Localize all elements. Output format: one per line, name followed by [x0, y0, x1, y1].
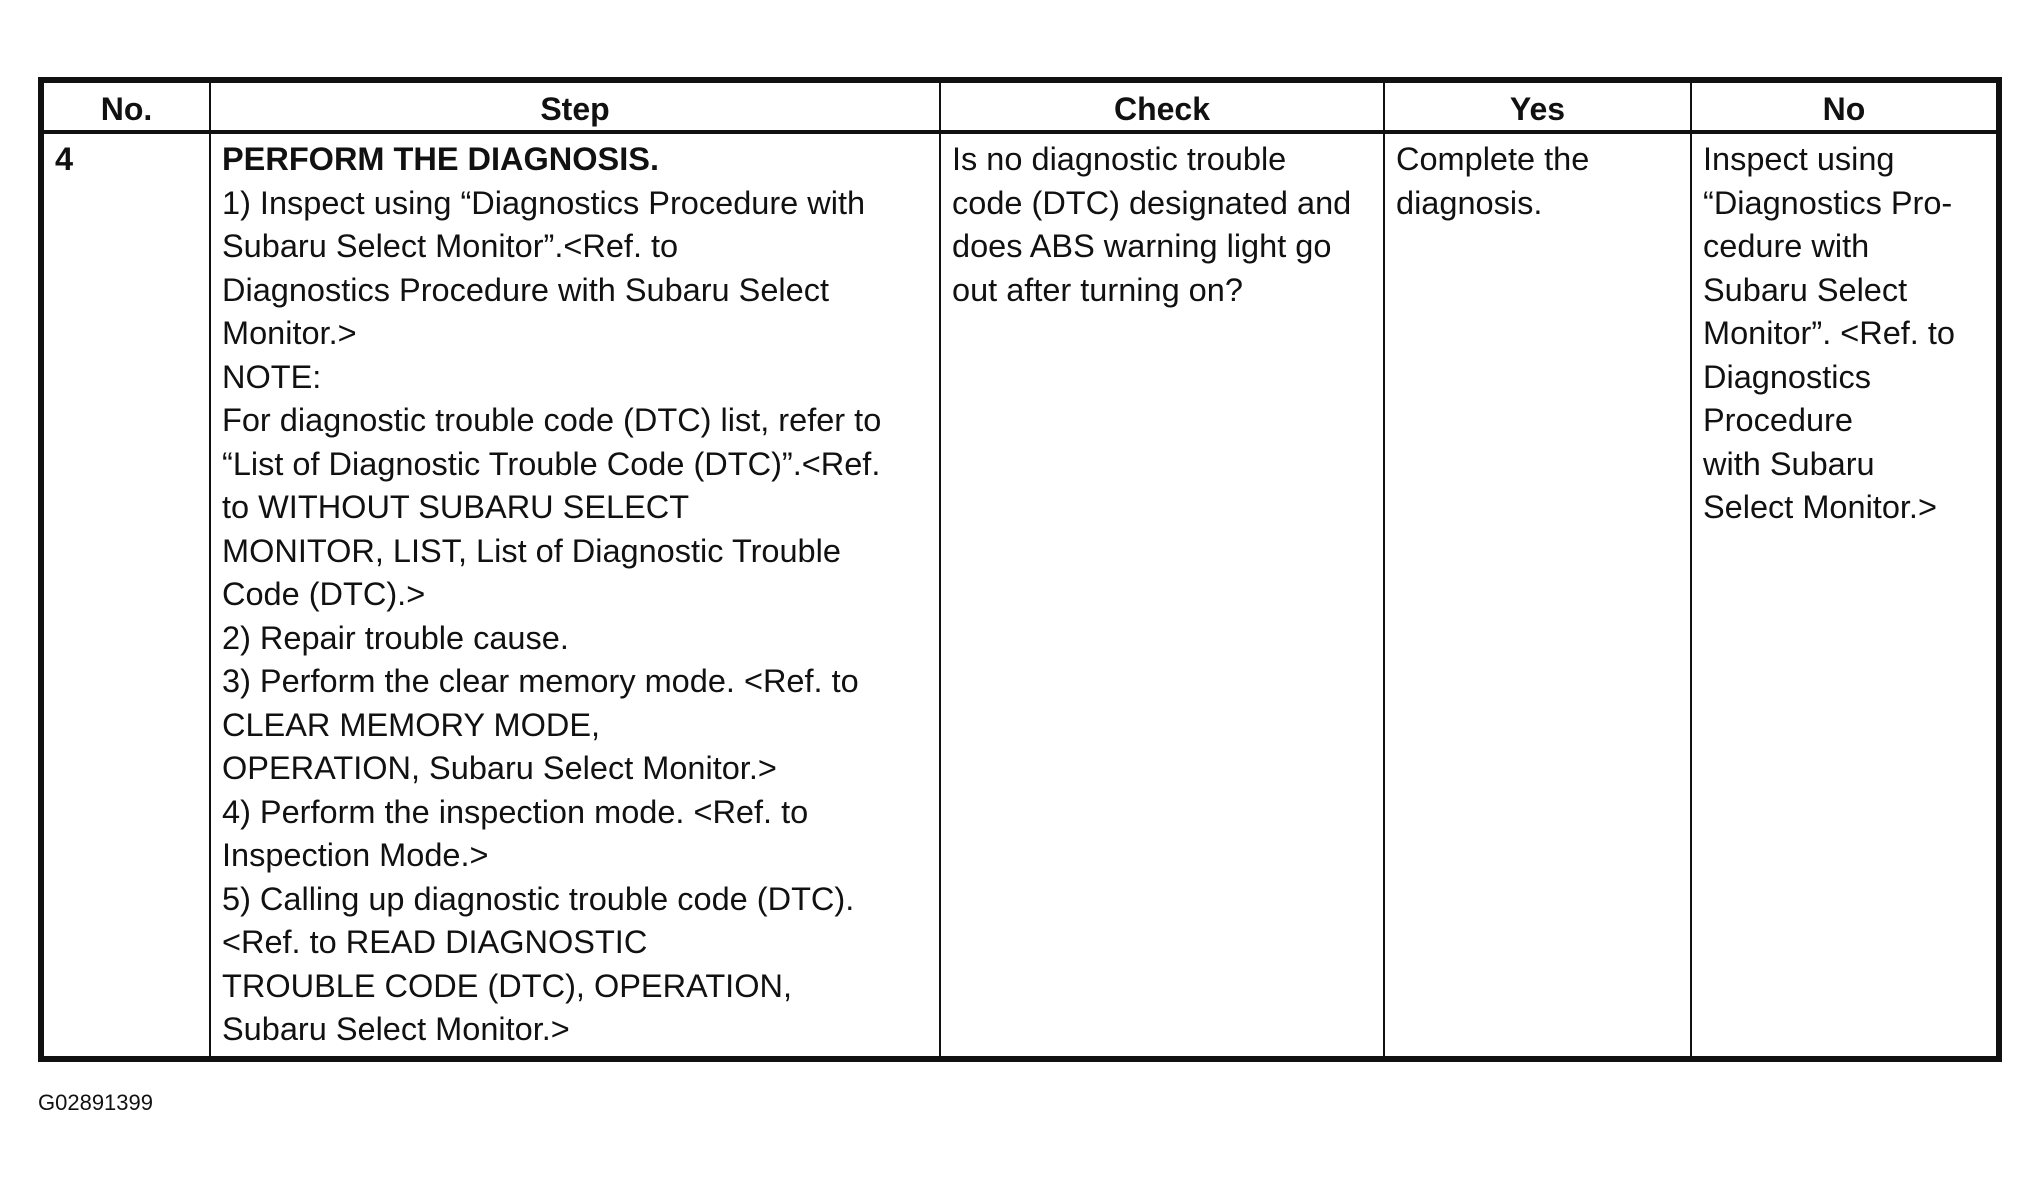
step-line: 1) Inspect using “Diagnostics Procedure with: [222, 184, 866, 221]
step-line: Monitor.>: [222, 315, 357, 351]
step-line: “List of Diagnostic Trouble Code (DTC)”.<Ref.: [222, 445, 881, 482]
header-no-action: No: [1691, 80, 1999, 132]
step-number: 4: [55, 141, 74, 177]
check-line: Is no diagnostic trouble: [952, 141, 1287, 177]
step-line: <Ref. to READ DIAGNOSTIC: [222, 924, 648, 960]
step-line: Code (DTC).>: [222, 576, 426, 612]
step-line: Diagnostics Procedure with Subaru Select: [222, 271, 829, 308]
step-line: to WITHOUT SUBARU SELECT: [222, 489, 690, 525]
step-line: OPERATION, Subaru Select Monitor.>: [222, 750, 777, 786]
step-line: Inspection Mode.>: [222, 837, 489, 873]
table-row: [41, 132, 1999, 1059]
no-line: “Diagnostics Pro-: [1703, 184, 1953, 221]
cell-no-action: [1691, 132, 1999, 1059]
step-line: For diagnostic trouble code (DTC) list, refer to: [222, 402, 882, 438]
yes-line: Complete the: [1396, 141, 1590, 177]
step-line: MONITOR, LIST, List of Diagnostic Trouble: [222, 532, 841, 569]
header-step: Step: [210, 80, 940, 132]
yes-line: diagnosis.: [1396, 184, 1543, 221]
step-line: CLEAR MEMORY MODE,: [222, 706, 601, 743]
step-title: PERFORM THE DIAGNOSIS.: [222, 141, 659, 177]
check-line: does ABS warning light go: [952, 228, 1332, 264]
header-check: Check: [940, 80, 1384, 132]
cell-check: [940, 132, 1384, 1059]
step-line: 3) Perform the clear memory mode. <Ref. to: [222, 663, 859, 699]
step-line: Subaru Select Monitor.>: [222, 1011, 570, 1047]
no-line: Subaru Select: [1703, 271, 1908, 308]
no-line: cedure with: [1703, 228, 1870, 264]
no-line: with Subaru: [1703, 445, 1875, 482]
figure-id: G02891399: [38, 1090, 153, 1115]
step-line: 5) Calling up diagnostic trouble code (DTC).: [222, 880, 855, 917]
header-row: [41, 80, 1999, 132]
cell-yes: [1384, 132, 1691, 1059]
step-line: 4) Perform the inspection mode. <Ref. to: [222, 793, 809, 830]
no-line: Diagnostics: [1703, 358, 1871, 395]
no-line: Procedure: [1703, 402, 1853, 438]
diagnosis-table: [38, 77, 2002, 1062]
no-line: Select Monitor.>: [1703, 489, 1937, 525]
step-line: NOTE:: [222, 358, 322, 395]
no-line: Monitor”. <Ref. to: [1703, 315, 1955, 351]
cell-no: [41, 132, 210, 1059]
step-line: 2) Repair trouble cause.: [222, 619, 569, 656]
step-line: TROUBLE CODE (DTC), OPERATION,: [222, 967, 792, 1004]
no-line: Inspect using: [1703, 141, 1895, 177]
cell-step: [210, 132, 940, 1059]
step-line: Subaru Select Monitor”.<Ref. to: [222, 228, 679, 264]
header-no: No.: [41, 80, 210, 132]
check-line: out after turning on?: [952, 271, 1243, 308]
header-yes: Yes: [1384, 80, 1691, 132]
check-line: code (DTC) designated and: [952, 184, 1352, 221]
